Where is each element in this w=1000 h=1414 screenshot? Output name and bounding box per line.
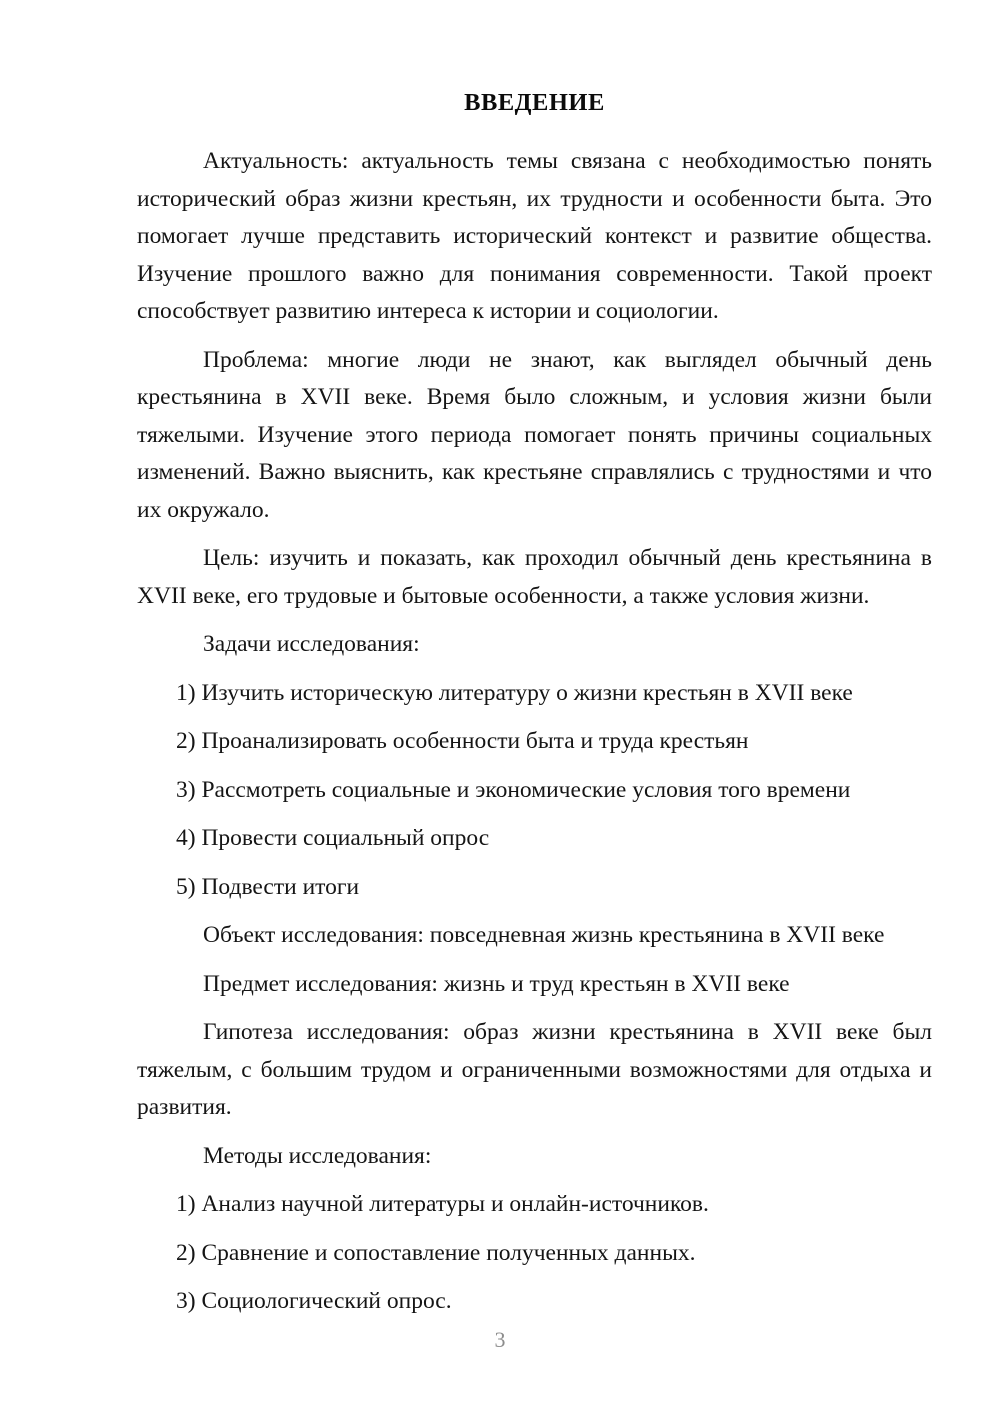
- research-subject-line: Предмет исследования: жизнь и труд крестьян в XVII веке: [203, 970, 790, 997]
- methods-heading: Методы исследования:: [203, 1142, 432, 1169]
- paragraph-hypothesis: Гипотеза исследования: образ жизни крестьянина в XVII веке был тяжелым, с большим трудом и ограниченными возможностями для отдыха и развития.: [137, 1019, 932, 1121]
- list-item: 3) Социологический опрос.: [176, 1288, 452, 1315]
- paragraph-relevance: Актуальность: актуальность темы связана с необходимостью понять исторический образ жизни крестьян, их трудности и особенности быта. Это помогает лучше представить исторический контекст и развитие общества. Изучение прошлого важно для понимания современности. Такой проект способствует развитию интереса к истории и социологии.: [137, 148, 932, 325]
- list-item: 1) Изучить историческую литературу о жизни крестьян в XVII веке: [176, 679, 853, 706]
- page-title: ВВЕДЕНИЕ: [464, 89, 605, 116]
- paragraph-problem: Проблема: многие люди не знают, как выглядел обычный день крестьянина в XVII веке. Время было сложным, и условия жизни были тяжелыми. Изучение этого периода помогает понять причины социальных изменений. Важно выяснить, как крестьяне справлялись с трудностями и что их окружало.: [137, 346, 932, 523]
- paragraph-goal: Цель: изучить и показать, как проходил обычный день крестьянина в XVII веке, его трудовые и бытовые особенности, а также условия жизни.: [137, 545, 932, 609]
- document-body: [137, 88, 932, 1332]
- tasks-heading: Задачи исследования:: [203, 631, 420, 658]
- research-object-line: Объект исследования: повседневная жизнь крестьянина в XVII веке: [203, 922, 885, 949]
- list-item: 5) Подвести итоги: [176, 873, 360, 900]
- list-item: 1) Анализ научной литературы и онлайн-источников.: [176, 1191, 709, 1218]
- list-item: 4) Провести социальный опрос: [176, 825, 490, 852]
- list-item: 3) Рассмотреть социальные и экономические условия того времени: [176, 776, 851, 803]
- list-item: 2) Проанализировать особенности быта и труда крестьян: [176, 728, 749, 755]
- page-number: 3: [494, 1327, 506, 1352]
- list-item: 2) Сравнение и сопоставление полученных данных.: [176, 1239, 696, 1266]
